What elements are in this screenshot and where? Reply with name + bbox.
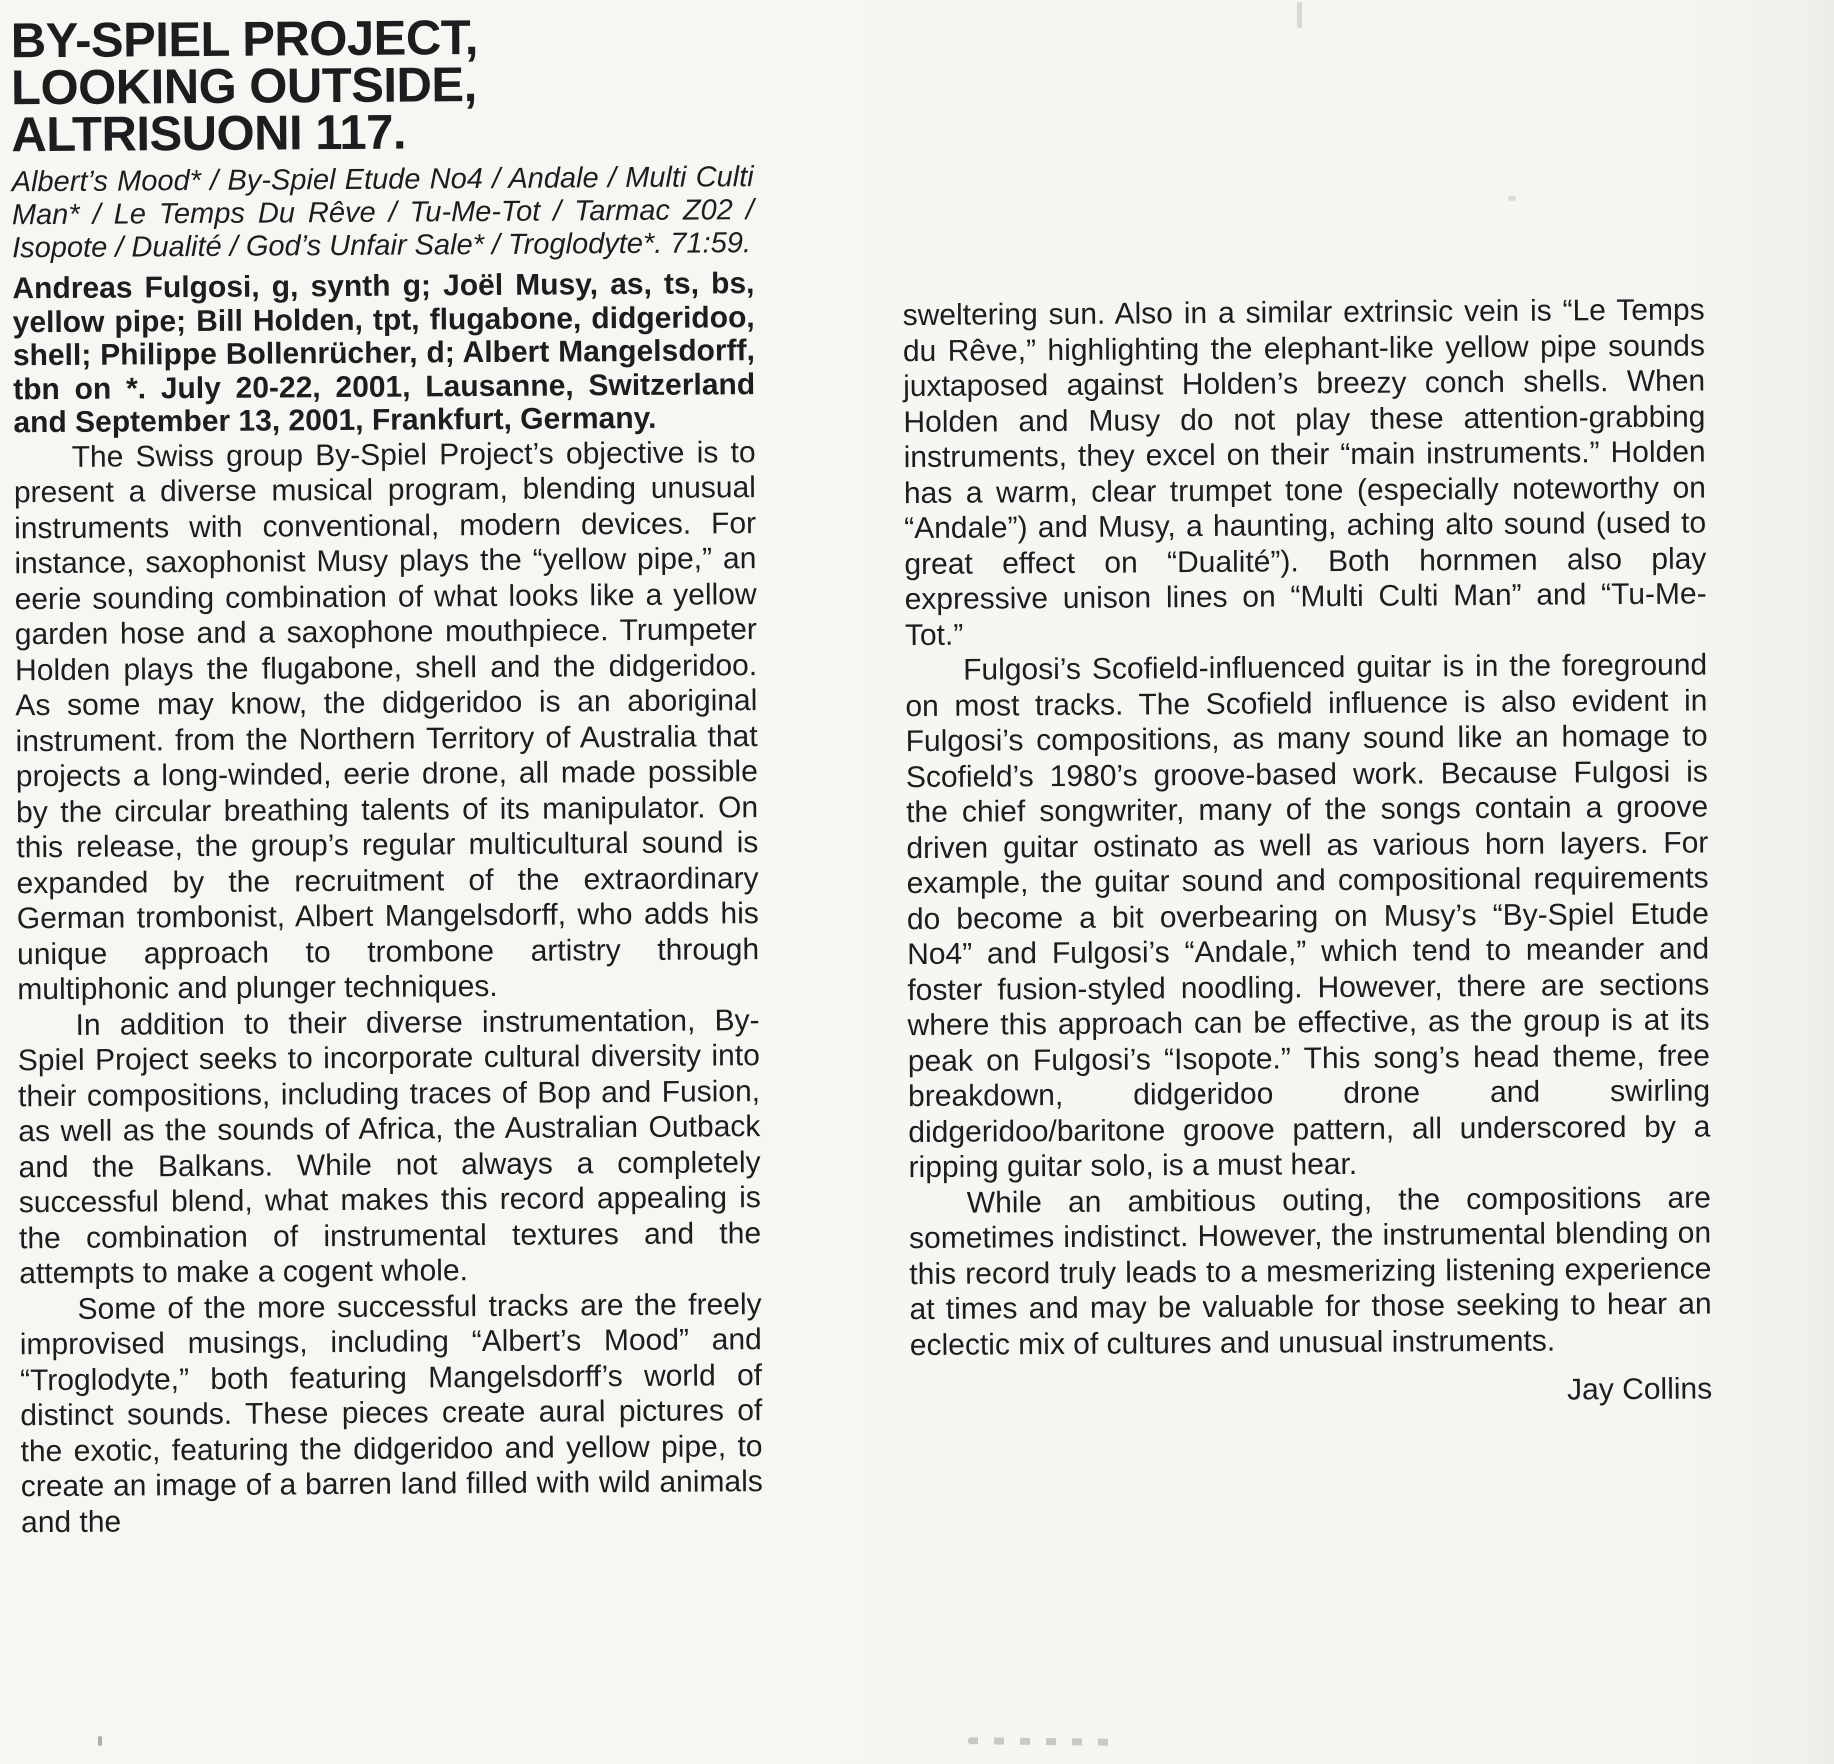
review-column-right (903, 292, 1713, 1412)
title-line: LOOKING OUTSIDE, (10, 58, 477, 116)
review-paragraph: In addition to their diverse instrumentation, By-Spiel Project seeks to incorporate cultural diversity into their compositions, including traces of Bop and Fusion, as well as the sounds of Africa, the Australian Outback and the Balkans. While not always a completely successful blend, what makes this record appealing is the combination of instrumental textures and the attempts to make a cogent whole. (17, 1003, 762, 1291)
personnel-credits: Andreas Fulgosi, g, synth g; Joël Musy, as, ts, bs, yellow pipe; Bill Holden, tpt, flugabone, didgeridoo, shell; Philippe Bollenrücher, d; Albert Mangelsdorff, tbn on *. July 20-22, 2001, Lausanne, Switzerland and September 13, 2001, Frankfurt, Germany. (12, 267, 756, 440)
title-line: BY-SPIEL PROJECT, (10, 11, 479, 69)
review-paragraph: While an ambitious outing, the compositions are sometimes indistinct. However, the instrumental blending on this record truly leads to a mesmerizing listening experience at times and may be valuable for those seeking to hear an eclectic mix of cultures and unusual instruments. (908, 1180, 1712, 1362)
reviewer-byline: Jay Collins (1567, 1372, 1713, 1407)
review-paragraph: The Swiss group By-Spiel Project’s objective is to present a diverse musical program, blending unusual instruments with conventional, modern devices. For instance, saxophonist Musy plays the “yellow pipe,” an eerie sounding combination of what looks like a yellow garden hose and a saxophone mouthpiece. Trumpeter Holden plays the flugabone, shell and the didgeridoo. As some may know, the didgeridoo is an aboriginal instrument. from the Northern Territory of Australia that projects a long-winded, eerie drone, all made possible by the circular breathing talents of its manipulator. On this release, the group’s regular multicultural sound is expanded by the recruitment of the extraordinary German trombonist, Albert Mangelsdorff, who adds his unique approach to trombone artistry through multiphonic and plunger techniques. (13, 435, 760, 1007)
review-column-left (11, 13, 764, 1540)
title-line: ALTRISUONI 117. (11, 105, 407, 163)
review-paragraph: Some of the more successful tracks are the freely improvised musings, including “Albert’s Mood” and “Troglodyte,” both featuring Mangelsdorff’s world of distinct sounds. These pieces create aural pictures of the exotic, featuring the didgeridoo and yellow pipe, to create an image of a barren land filled with wild animals and the (19, 1287, 763, 1539)
review-paragraph: Fulgosi’s Scofield-influenced guitar is in the foreground on most tracks. The Scofield influence is also evident in Fulgosi’s compositions, as many sound like an homage to Scofield’s 1980’s groove-based work. Because Fulgosi is the chief songwriter, many of the songs contain a groove driven guitar ostinato as well as various horn layers. For example, the guitar sound and compositional requirements do become a bit overbearing on Musy’s “By-Spiel Etude No4” and Fulgosi’s “Andale,” which tend to meander and foster fusion-styled noodling. However, there are sections where this approach can be effective, as the group is at its peak on Fulgosi’s “Isopote.” This song’s head theme, free breakdown, didgeridoo drone and swirling didgeridoo/baritone groove pattern, all underscored by a ripping guitar solo, is a must hear. (905, 648, 1711, 1185)
album-title (10, 11, 754, 163)
review-paragraph: sweltering sun. Also in a similar extrinsic vein is “Le Temps du Rêve,” highlighting the elephant-like yellow pipe sounds juxtaposed against Holden’s breezy conch shells. When Holden and Musy do not play these attention-grabbing instruments, they excel on their “main instruments.” Holden has a warm, clear trumpet tone (especially noteworthy on “Andale”) and Musy, a haunting, aching alto sound (used to great effect on “Dualité”). Both hornmen also play expressive unison lines on “Multi Culti Man” and “Tu-Me-Tot.” (902, 293, 1707, 652)
tracklist: Albert’s Mood* / By-Spiel Etude No4 / Andale / Multi Culti Man* / Le Temps Du Rêve / Tu-Me-Tot / Tarmac Z02 / Isopote / Dualité / God’s Unfair Sale* / Troglodyte*. 71:59. (11, 161, 755, 265)
